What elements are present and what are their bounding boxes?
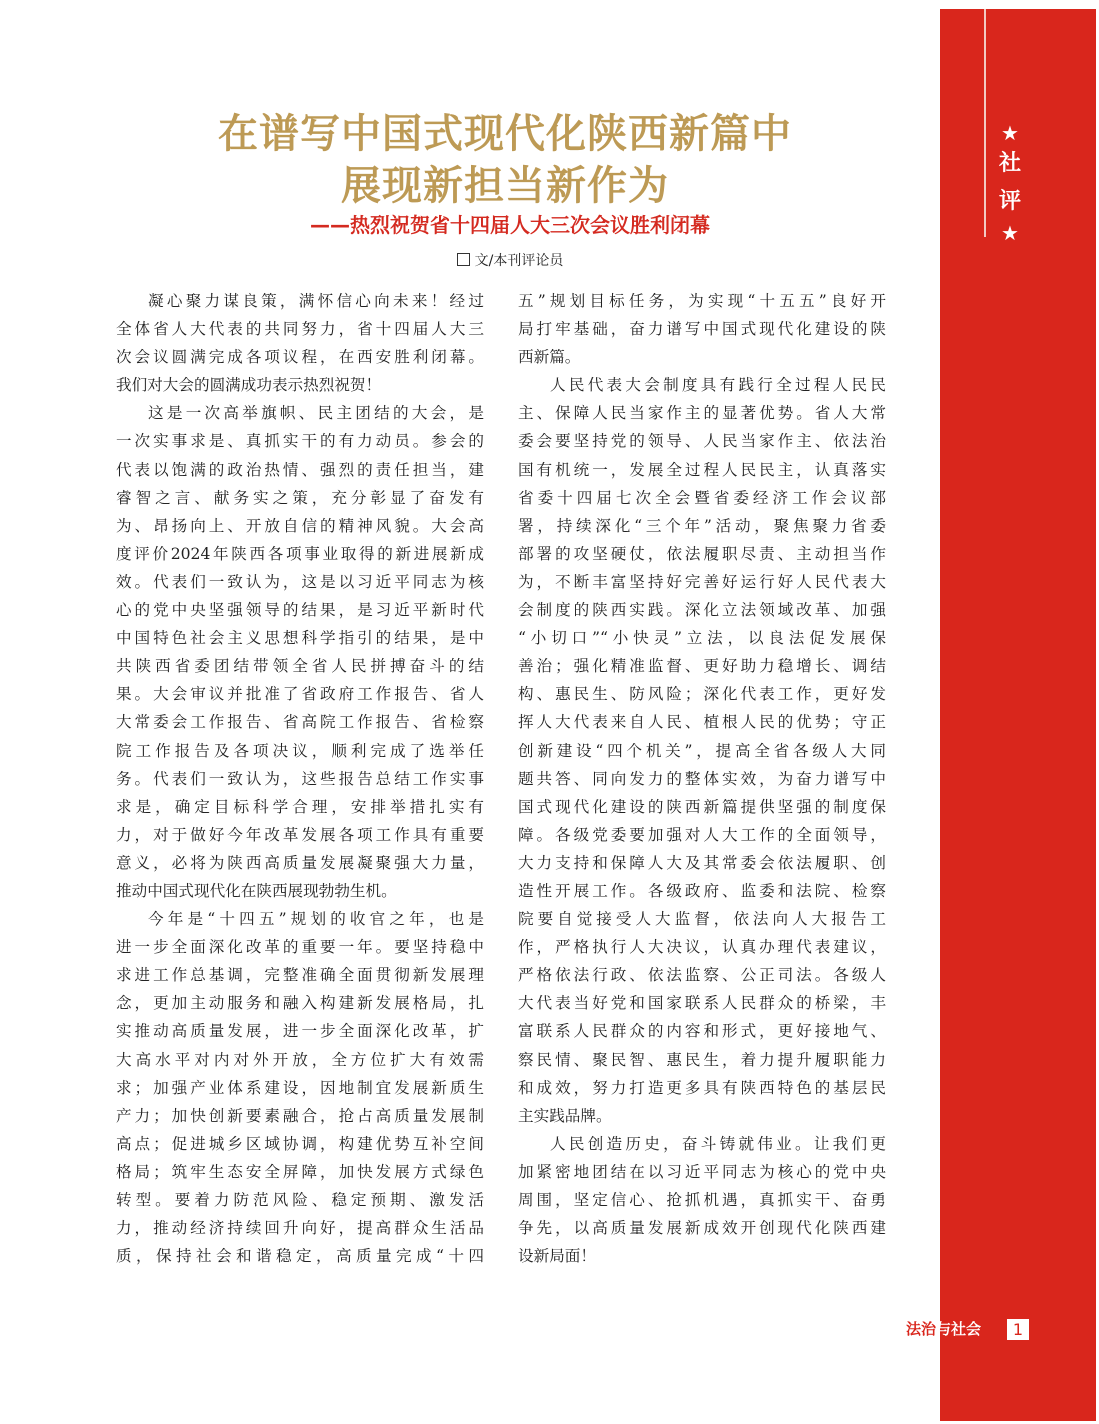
text-line: 质，保持社会和谐稳定，高质量完成“十四 — [116, 1247, 484, 1266]
text-line: 我们对大会的圆满成功表示热烈祝贺！ — [116, 376, 382, 395]
text-line: 国有机统一，发展全过程人民民主，认真落实 — [518, 460, 886, 479]
text-line: 凝心聚力谋良策，满怀信心向未来！经过 — [148, 292, 484, 310]
text-line: 周围，坚定信心、抢抓机遇，真抓实干、奋勇 — [518, 1191, 886, 1209]
section-label-char: 社 — [998, 151, 1021, 176]
text-line: 为、昂扬向上、开放自信的精神风貌。大会高 — [116, 516, 484, 535]
text-line: 意义，必将为陕西高质量发展凝聚强大力量， — [116, 853, 484, 872]
text-line: 主、保障人民当家作主的显著优势。省人大常 — [518, 404, 886, 423]
text-line: 力，推动经济持续回升向好，提高群众生活品 — [116, 1219, 484, 1238]
text-line: 五”规划目标任务，为实现“十五五”良好开 — [518, 292, 886, 310]
text-line: 进一步全面深化改革的重要一年。要坚持稳中 — [116, 938, 484, 957]
text-line: 创新建设“四个机关”，提高全省各级人大同 — [518, 741, 886, 760]
text-line: 度评价2024年陕西各项事业取得的新进展新成 — [116, 544, 484, 563]
text-line: 推动中国式现代化在陕西展现勃勃生机。 — [116, 881, 397, 900]
text-line: 效。代表们一致认为，这是以习近平同志为核 — [116, 572, 484, 591]
text-line: 中国特色社会主义思想科学指引的结果，是中 — [116, 629, 484, 648]
text-line: 全体省人大代表的共同努力，省十四届人大三 — [116, 320, 484, 339]
star-icon: ★ — [1001, 221, 1019, 245]
text-line: 严格依法行政、依法监察、公正司法。各级人 — [518, 966, 886, 985]
text-line: 部署的攻坚硬仗，依法履职尽责、主动担当作 — [518, 544, 886, 563]
text-line: 院工作报告及各项决议，顺利完成了选举任 — [116, 741, 484, 760]
square-icon — [457, 253, 470, 266]
text-line: 高点；促进城乡区域协调，构建优势互补空间 — [116, 1134, 484, 1153]
text-line: 次会议圆满完成各项议程，在西安胜利闭幕。 — [116, 348, 484, 367]
text-line: 争先，以高质量发展新成效开创现代化陕西建 — [518, 1219, 886, 1238]
text-line: 力，对于做好今年改革发展各项工作具有重要 — [116, 825, 484, 844]
text-line: 念，更加主动服务和融入构建新发展格局，扎 — [116, 994, 484, 1013]
text-line: 大高水平对内对外开放，全方位扩大有效需 — [116, 1050, 484, 1069]
text-line: 察民情、聚民智、惠民生，着力提升履职能力 — [518, 1050, 886, 1069]
text-line: 求进工作总基调，完整准确全面贯彻新发展理 — [116, 966, 484, 985]
text-line: 为，不断丰富坚持好完善好运行好人民代表大 — [518, 572, 886, 591]
magazine-name — [906, 1319, 981, 1339]
band-divider-line — [984, 9, 986, 237]
text-line: 西新篇。 — [518, 348, 581, 367]
text-line: 人民代表大会制度具有践行全过程人民民 — [550, 376, 886, 395]
text-line: 这是一次高举旗帜、民主团结的大会，是 — [148, 404, 484, 423]
text-line: 大常委会工作报告、省高院工作报告、省检察 — [116, 713, 484, 732]
text-line: 主实践品牌。 — [518, 1106, 612, 1125]
text-line: 善治；强化精准监督、更好助力稳增长、调结 — [518, 657, 886, 676]
text-line: 人民创造历史，奋斗铸就伟业。让我们更 — [550, 1134, 886, 1153]
text-line: 代表以饱满的政治热情、强烈的责任担当，建 — [116, 460, 484, 479]
byline — [360, 251, 660, 271]
text-line: “小切口”“小快灵”立法，以良法促发展保 — [518, 629, 886, 648]
text-line: 睿智之言、献务实之策，充分彰显了奋发有 — [116, 488, 484, 507]
text-line: 障。各级党委要加强对人大工作的全面领导， — [518, 825, 886, 844]
article-subtitle: ——热烈祝贺省十四届人大三次会议胜利闭幕 — [310, 213, 710, 237]
article-column-right — [518, 287, 886, 1270]
text-line: 省委十四届七次全会暨省委经济工作会议部 — [518, 488, 886, 507]
article-title-line: 在谱写中国式现代化陕西新篇中 — [218, 111, 792, 157]
text-line: 格局；筑牢生态安全屏障，加快发展方式绿色 — [116, 1162, 484, 1181]
text-line: 共陕西省委团结带领全省人民拼搏奋斗的结 — [116, 657, 484, 676]
text-line: 富联系人民群众的内容和形式，更好接地气、 — [518, 1022, 886, 1041]
text-line: 大力支持和保障人大及其常委会依法履职、创 — [518, 853, 886, 872]
text-line: 局打牢基础，奋力谱写中国式现代化建设的陕 — [518, 320, 886, 339]
text-line: 委会要坚持党的领导、人民当家作主、依法治 — [518, 432, 886, 451]
magazine-name-part1: 法治 — [906, 1320, 937, 1338]
article-title — [150, 108, 860, 212]
text-line: 大代表当好党和国家联系人民群众的桥梁，丰 — [518, 994, 886, 1013]
text-line: 和成效，努力打造更多具有陕西特色的基层民 — [518, 1078, 886, 1097]
text-line: 今年是“十四五”规划的收官之年，也是 — [148, 910, 484, 929]
article-column-left — [116, 287, 484, 1270]
article-title-line: 展现新担当新作为 — [341, 163, 669, 209]
text-line: 果。大会审议并批准了省政府工作报告、省人 — [116, 685, 484, 704]
text-line: 一次实事求是、真抓实干的有力动员。参会的 — [116, 432, 484, 451]
text-line: 挥人大代表来自人民、植根人民的优势；守正 — [518, 713, 886, 732]
text-line: 务。代表们一致认为，这些报告总结工作实事 — [116, 769, 484, 788]
text-line: 造性开展工作。各级政府、监委和法院、检察 — [518, 881, 886, 900]
text-line: 设新局面！ — [518, 1247, 596, 1266]
text-line: 作，严格执行人大决议，认真办理代表建议， — [518, 938, 886, 957]
byline-text: 文/本刊评论员 — [474, 253, 564, 269]
star-icon: ★ — [1001, 121, 1019, 145]
text-line: 转型。要着力防范风险、稳定预期、激发活 — [116, 1191, 484, 1209]
text-line: 产力；加快创新要素融合，抢占高质量发展制 — [116, 1106, 484, 1125]
section-label-char: 评 — [998, 189, 1021, 214]
section-label — [992, 121, 1028, 245]
text-line: 实推动高质量发展，进一步全面深化改革，扩 — [116, 1022, 484, 1041]
text-line: 心的党中央坚强领导的结果，是习近平新时代 — [116, 601, 484, 620]
text-line: 求；加强产业体系建设，因地制宜发展新质生 — [116, 1078, 484, 1097]
section-band — [940, 9, 1096, 1421]
text-line: 加紧密地团结在以习近平同志为核心的党中央 — [518, 1162, 886, 1181]
text-line: 求是，确定目标科学合理，安排举措扎实有 — [116, 797, 484, 816]
text-line: 构、惠民生、防风险；深化代表工作，更好发 — [518, 685, 886, 704]
text-line: 会制度的陕西实践。深化立法领域改革、加强 — [518, 601, 886, 620]
text-line: 院要自觉接受人大监督，依法向人大报告工 — [518, 910, 886, 929]
text-line: 题共答、同向发力的整体实效，为奋力谱写中 — [518, 769, 886, 788]
page-number: 1 — [1007, 1319, 1029, 1340]
text-line: 署，持续深化“三个年”活动，聚焦聚力省委 — [518, 516, 886, 535]
text-line: 国式现代化建设的陕西新篇提供坚强的制度保 — [518, 797, 886, 816]
magazine-name-part2: 与社会 — [936, 1320, 982, 1338]
